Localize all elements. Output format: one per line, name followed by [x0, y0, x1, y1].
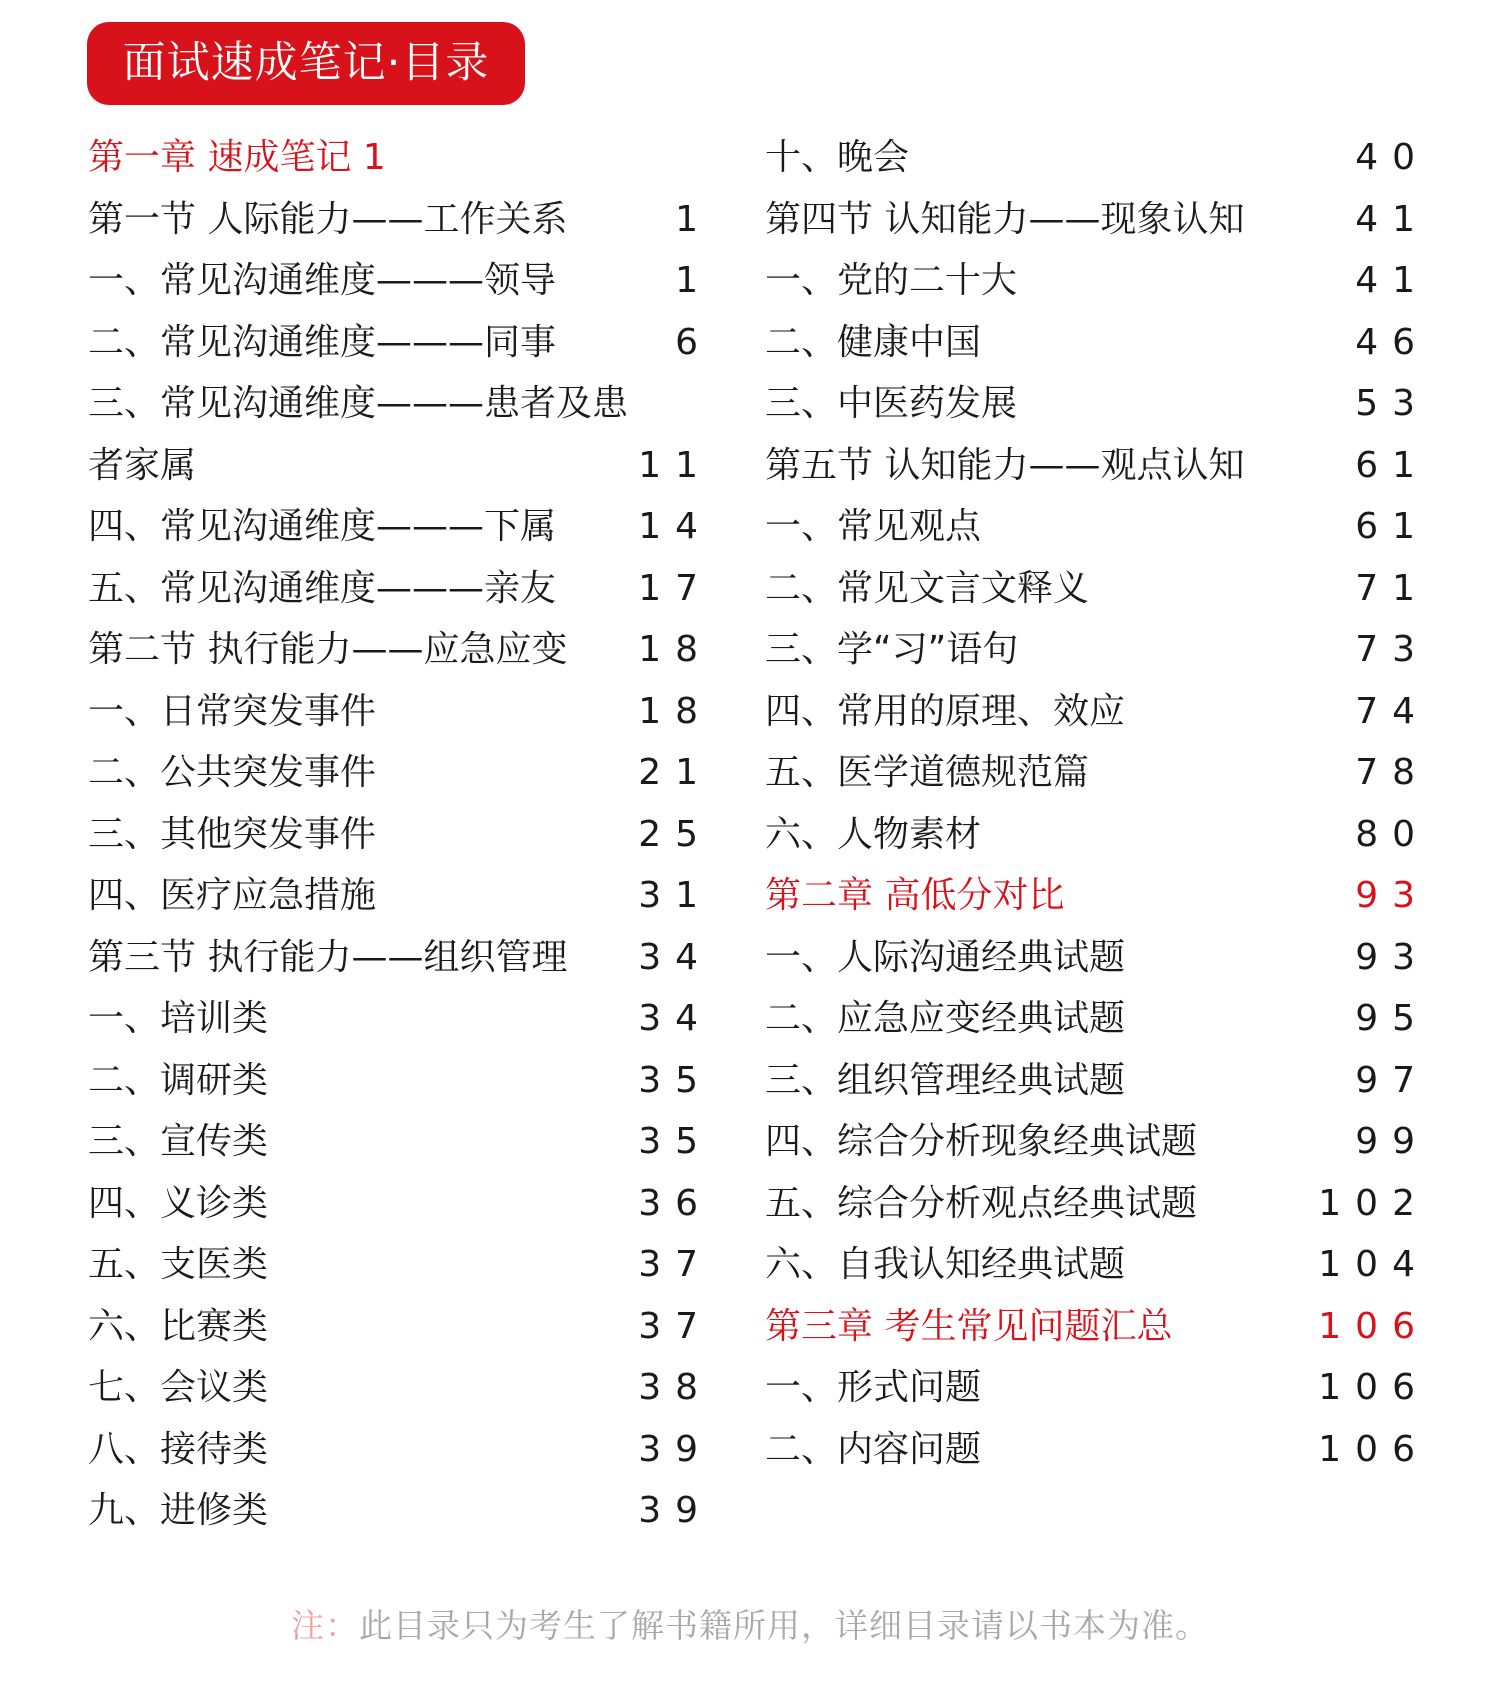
toc-entry-label: 五、综合分析观点经典试题	[765, 1182, 1198, 1224]
toc-item-row	[88, 1111, 712, 1173]
toc-item-row	[88, 373, 698, 435]
toc-chapter-row	[765, 865, 1429, 927]
toc-entry-label: 一、形式问题	[765, 1367, 982, 1408]
toc-item-row	[765, 1234, 1429, 1296]
toc-entry-label: 第四节 认知能力——现象认知	[765, 198, 1245, 240]
toc-page-number: 17	[638, 567, 712, 609]
toc-entry-label: 第二节 执行能力——应急应变	[88, 629, 568, 670]
toc-item-row	[765, 1050, 1429, 1112]
toc-entry-label: 三、学“习”语句	[765, 629, 1019, 670]
toc-entry-label: 四、常见沟通维度———下属	[88, 506, 557, 547]
toc-item-row	[88, 804, 712, 866]
toc-entry-label: 三、中医药发展	[765, 383, 1018, 424]
toc-entry-label: 二、常见沟通维度———同事	[88, 321, 557, 363]
toc-entry-label: 三、宣传类	[88, 1121, 269, 1162]
toc-page-number: 106	[1318, 1305, 1429, 1347]
toc-entry-label: 六、人物素材	[765, 813, 982, 855]
toc-entry-label: 二、调研类	[88, 1059, 269, 1101]
toc-page-number: 46	[1355, 321, 1429, 363]
toc-page-number: 99	[1355, 1121, 1429, 1162]
toc-page-number: 104	[1318, 1244, 1429, 1285]
toc-entry-label: 第一章 速成笔记 1	[88, 137, 386, 178]
toc-page-number: 74	[1355, 690, 1429, 732]
toc-entry-label: 二、健康中国	[765, 321, 982, 363]
toc-page-number: 40	[1355, 137, 1429, 178]
toc-page-number: 31	[638, 875, 712, 916]
footer-note-prefix: 注：	[291, 1606, 359, 1645]
toc-page-number: 1	[675, 260, 712, 301]
toc-entry-label: 四、综合分析现象经典试题	[765, 1121, 1198, 1162]
toc-entry-label: 第五节 认知能力——观点认知	[765, 444, 1245, 486]
toc-entry-label: 一、常见沟通维度———领导	[88, 260, 557, 301]
toc-item-row	[765, 804, 1429, 866]
toc-item-row	[765, 1357, 1429, 1419]
toc-entry-label: 四、义诊类	[88, 1182, 269, 1224]
toc-entry-label: 三、其他突发事件	[88, 813, 377, 855]
toc-page-number: 6	[675, 321, 712, 363]
toc-page-number: 14	[638, 506, 712, 547]
toc-page-number: 78	[1355, 752, 1429, 793]
toc-entry-label: 四、医疗应急措施	[88, 875, 377, 916]
toc-page-number: 35	[638, 1059, 712, 1101]
toc-left-column	[88, 127, 712, 1542]
toc-page-number: 97	[1355, 1059, 1429, 1101]
toc-section-row	[88, 619, 712, 681]
toc-item-row	[765, 312, 1429, 374]
toc-item-row	[88, 435, 712, 497]
toc-item-row	[88, 865, 712, 927]
toc-item-row	[765, 927, 1429, 989]
toc-item-row	[88, 1050, 712, 1112]
toc-entry-label: 五、医学道德规范篇	[765, 752, 1090, 793]
toc-entry-label: 九、进修类	[88, 1490, 269, 1531]
toc-section-row	[88, 927, 712, 989]
toc-item-row	[88, 1234, 712, 1296]
toc-entry-label: 一、党的二十大	[765, 260, 1018, 301]
toc-entry-label: 第二章 高低分对比	[765, 875, 1065, 916]
toc-section-row	[765, 189, 1429, 251]
toc-page-number: 106	[1318, 1428, 1429, 1470]
toc-item-row	[88, 250, 712, 312]
toc-page-number: 53	[1355, 383, 1429, 424]
toc-entry-label: 二、应急应变经典试题	[765, 998, 1126, 1039]
toc-page-number: 106	[1318, 1367, 1429, 1408]
toc-item-row	[765, 496, 1429, 558]
toc-item-row	[88, 988, 712, 1050]
toc-page-number: 18	[638, 629, 712, 670]
toc-page-number: 36	[638, 1182, 712, 1224]
toc-page-number: 39	[638, 1428, 712, 1470]
toc-page-number: 71	[1355, 567, 1429, 609]
toc-entry-label: 二、公共突发事件	[88, 752, 377, 793]
toc-entry-label: 一、人际沟通经典试题	[765, 936, 1126, 978]
toc-entry-label: 六、自我认知经典试题	[765, 1244, 1126, 1285]
toc-page-number: 37	[638, 1305, 712, 1347]
toc-entry-label: 三、常见沟通维度———患者及患	[88, 383, 629, 424]
toc-entry-label: 十、晚会	[765, 137, 910, 178]
page-title: 面试速成笔记·目录	[87, 22, 525, 105]
toc-page-number: 61	[1355, 444, 1429, 486]
toc-item-row	[765, 127, 1429, 189]
toc-page-number: 37	[638, 1244, 712, 1285]
toc-item-row	[765, 373, 1429, 435]
toc-entry-label: 六、比赛类	[88, 1305, 269, 1347]
toc-item-row	[765, 1173, 1429, 1235]
toc-item-row	[765, 742, 1429, 804]
toc-item-row	[765, 1111, 1429, 1173]
toc-page-number: 18	[638, 690, 712, 732]
toc-entry-label: 八、接待类	[88, 1428, 269, 1470]
toc-item-row	[765, 681, 1429, 743]
toc-entry-label: 一、日常突发事件	[88, 690, 377, 732]
toc-entry-label: 者家属	[88, 444, 197, 486]
toc-entry-label: 二、内容问题	[765, 1428, 982, 1470]
toc-page-number: 39	[638, 1490, 712, 1531]
toc-page-number: 95	[1355, 998, 1429, 1039]
toc-entry-label: 第三节 执行能力——组织管理	[88, 936, 568, 978]
toc-page-number: 38	[638, 1367, 712, 1408]
toc-page-number: 41	[1355, 198, 1429, 240]
toc-page-number: 93	[1355, 875, 1429, 916]
toc-item-row	[88, 1480, 712, 1542]
toc-page-number: 93	[1355, 936, 1429, 978]
toc-item-row	[88, 558, 712, 620]
toc-entry-label: 七、会议类	[88, 1367, 269, 1408]
toc-page-number: 41	[1355, 260, 1429, 301]
toc-page-number: 25	[638, 813, 712, 855]
toc-page-number: 21	[638, 752, 712, 793]
toc-entry-label: 一、培训类	[88, 998, 269, 1039]
toc-page-number: 34	[638, 936, 712, 978]
toc-item-row	[765, 250, 1429, 312]
toc-entry-label: 一、常见观点	[765, 506, 982, 547]
toc-page-number: 102	[1318, 1182, 1429, 1224]
toc-entry-label: 五、常见沟通维度———亲友	[88, 567, 557, 609]
toc-item-row	[88, 1296, 712, 1358]
toc-item-row	[88, 1173, 712, 1235]
toc-page-number: 35	[638, 1121, 712, 1162]
toc-item-row	[88, 312, 712, 374]
toc-page-number: 80	[1355, 813, 1429, 855]
toc-page-number: 61	[1355, 506, 1429, 547]
toc-item-row	[765, 1419, 1429, 1481]
toc-item-row	[765, 619, 1429, 681]
toc-section-row	[88, 189, 712, 251]
toc-page-number: 34	[638, 998, 712, 1039]
footer-note-text: 此目录只为考生了解书籍所用，详细目录请以书本为准。	[359, 1606, 1209, 1645]
toc-chapter-row	[88, 127, 698, 189]
toc-item-row	[765, 558, 1429, 620]
toc-section-row	[765, 435, 1429, 497]
toc-item-row	[765, 988, 1429, 1050]
footer-note	[0, 1600, 1500, 1647]
toc-item-row	[88, 742, 712, 804]
toc-chapter-row	[765, 1296, 1429, 1358]
toc-item-row	[88, 1419, 712, 1481]
toc-page-number: 73	[1355, 629, 1429, 670]
toc-entry-label: 第一节 人际能力——工作关系	[88, 198, 568, 240]
toc-page-number: 11	[638, 444, 712, 486]
toc-entry-label: 五、支医类	[88, 1244, 269, 1285]
toc-item-row	[88, 681, 712, 743]
toc-entry-label: 三、组织管理经典试题	[765, 1059, 1126, 1101]
toc-entry-label: 二、常见文言文释义	[765, 567, 1090, 609]
toc-entry-label: 四、常用的原理、效应	[765, 690, 1126, 732]
toc-right-column	[765, 127, 1429, 1480]
toc-entry-label: 第三章 考生常见问题汇总	[765, 1305, 1173, 1347]
toc-page-number: 1	[675, 198, 712, 240]
toc-item-row	[88, 496, 712, 558]
toc-item-row	[88, 1357, 712, 1419]
